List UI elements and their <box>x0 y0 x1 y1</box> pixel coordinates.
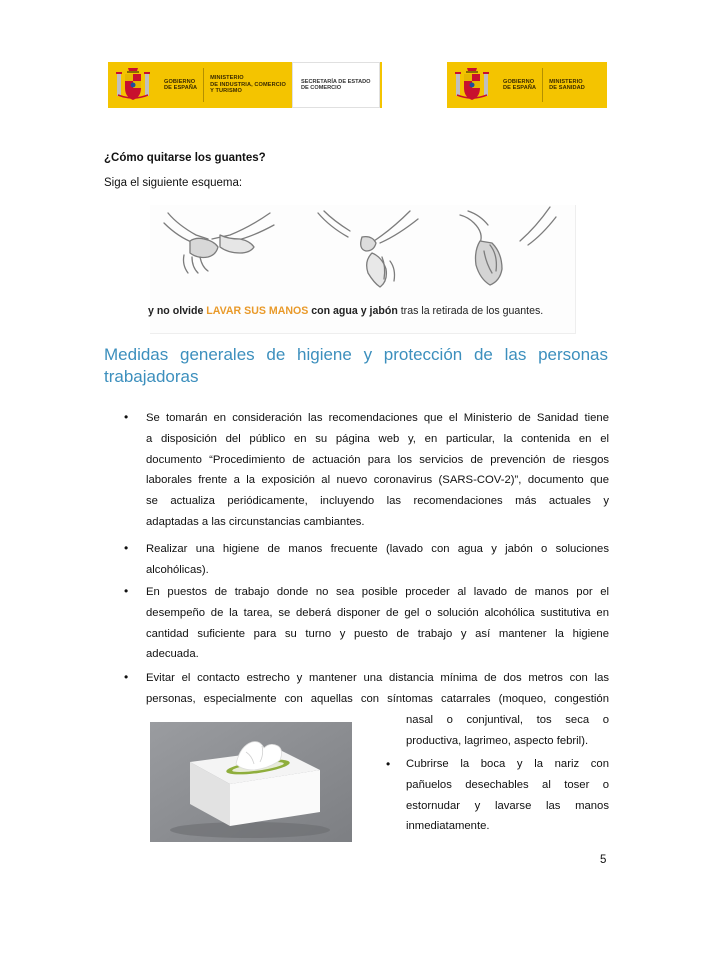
header-logo-left <box>108 62 382 108</box>
header-logo-right <box>447 62 607 108</box>
bullet-item: Evitar el contacto estrecho y mantener una distancia mínima de dos metros con las personas, especialmente con aquellas con síntomas catarrales (moqueo, congestión <box>146 672 609 705</box>
page-number: 5 <box>600 854 607 866</box>
coat-of-arms-icon <box>453 65 491 105</box>
section-question: ¿Cómo quitarse los guantes? <box>104 152 266 164</box>
coat-of-arms-icon <box>114 65 152 105</box>
bullet-item: Cubrirse la boca y la nariz con pañuelos desechables al toser o estornudar y lavarse las manos inmediatamente. <box>406 758 609 833</box>
logo-secretaria-text: SECRETARÍA DE ESTADO DE COMERCIO <box>292 62 380 108</box>
logo-ministerio-text: MINISTERIO DE INDUSTRIA, COMERCIO Y TURISMO <box>210 75 286 95</box>
logo-gobierno-text: GOBIERNO DE ESPAÑA <box>164 78 198 91</box>
bullet-item: Realizar una higiene de manos frecuente (lavado con agua y jabón o soluciones alcohólicas). <box>146 543 609 576</box>
bullet-marker: • <box>124 410 129 424</box>
glove-removal-figure <box>150 205 576 334</box>
bullet-marker: • <box>124 584 129 598</box>
bullet-marker: • <box>124 670 129 684</box>
bullet-marker: • <box>386 757 391 771</box>
section-intro: Siga el siguiente esquema: <box>104 177 243 189</box>
section-heading: Medidas generales de higiene y protección de las personas trabajadoras <box>104 345 608 386</box>
logo-ministerio-sanidad-text: MINISTERIO DE SANIDAD <box>549 78 585 91</box>
bullet-item: En puestos de trabajo donde no sea posible proceder al lavado de manos por el desempeño de la tarea, se deberá disponer de gel o solución alcohólica sustitutiva en cantidad suficiente para su turno y puesto de trabajo y así mantener la higiene adecuada. <box>146 586 609 661</box>
tissue-box-image <box>150 722 352 842</box>
bullet-marker: • <box>124 541 129 555</box>
figure-caption: y no olvide LAVAR SUS MANOS con agua y jabón tras la retirada de los guantes. <box>148 305 544 317</box>
bullet-item-wrap: nasal o conjuntival, tos seca o productiva, lagrimeo, aspecto febril). <box>406 714 609 747</box>
bullet-item: Se tomarán en consideración las recomendaciones que el Ministerio de Sanidad tiene a disposición del público en su página web y, en particular, la contenida en el documento “Procedimiento de actuación para los servicios de prevención de riesgos laborales frente a la exposición al nuevo coronavirus (SARS-COV-2)”, documento que se actualiza periódicamente, incluyendo las recomendaciones más actuales y adaptadas a las circunstancias cambiantes. <box>146 412 609 528</box>
logo-gobierno-text: GOBIERNO DE ESPAÑA <box>503 78 537 91</box>
